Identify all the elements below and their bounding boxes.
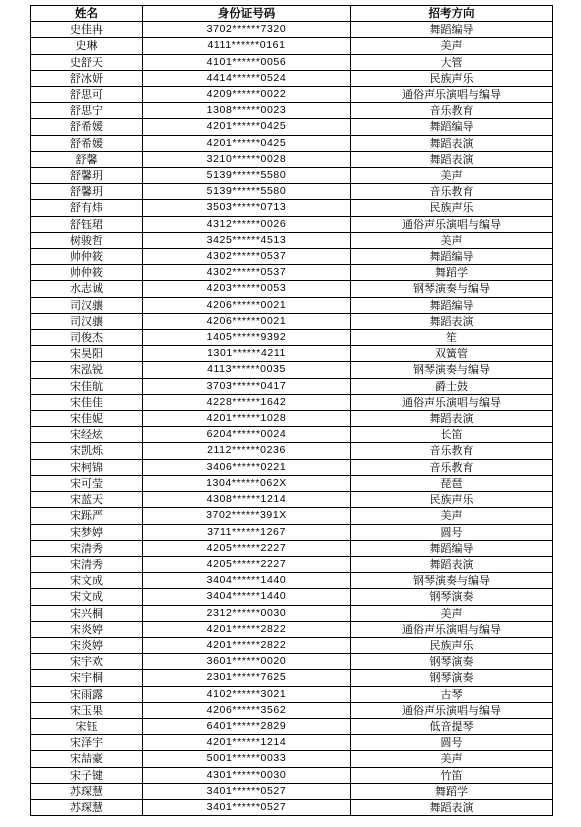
direction-cell: 民族声乐 xyxy=(351,492,553,508)
table-row xyxy=(31,605,553,621)
id-number-cell: 4205******2227 xyxy=(143,556,351,572)
name-cell: 宋佳航 xyxy=(31,378,143,394)
direction-cell: 舞蹈编导 xyxy=(351,22,553,38)
name-cell: 苏琛慧 xyxy=(31,799,143,815)
name-cell: 舒思宁 xyxy=(31,103,143,119)
id-number-cell: 4302******0537 xyxy=(143,249,351,265)
table-row xyxy=(31,297,553,313)
id-number-cell: 5139******5580 xyxy=(143,168,351,184)
direction-cell: 舞蹈表演 xyxy=(351,799,553,815)
direction-cell: 低音提琴 xyxy=(351,718,553,734)
name-cell: 宋喆豪 xyxy=(31,751,143,767)
id-number-cell: 3601******0020 xyxy=(143,654,351,670)
id-number-cell: 4102******3021 xyxy=(143,686,351,702)
table-row xyxy=(31,330,553,346)
name-cell: 司俊杰 xyxy=(31,330,143,346)
table-row xyxy=(31,686,553,702)
name-cell: 宋清秀 xyxy=(31,556,143,572)
direction-cell: 古琴 xyxy=(351,686,553,702)
direction-cell: 音乐教育 xyxy=(351,443,553,459)
name-cell: 宋凯烁 xyxy=(31,443,143,459)
id-number-cell: 5139******5580 xyxy=(143,184,351,200)
direction-cell: 圆号 xyxy=(351,735,553,751)
name-cell: 宋可莹 xyxy=(31,475,143,491)
direction-cell: 钢琴演奏 xyxy=(351,670,553,686)
name-cell: 宋跞严 xyxy=(31,508,143,524)
table-row xyxy=(31,394,553,410)
name-cell: 宋佳佳 xyxy=(31,394,143,410)
table-row xyxy=(31,459,553,475)
table-row xyxy=(31,265,553,281)
table-row xyxy=(31,427,553,443)
direction-cell: 钢琴演奏 xyxy=(351,589,553,605)
table-row xyxy=(31,718,553,734)
id-number-cell: 4301******0030 xyxy=(143,767,351,783)
admission-roster-table xyxy=(30,5,553,816)
id-number-cell: 5001******0033 xyxy=(143,751,351,767)
table-row xyxy=(31,573,553,589)
table-row xyxy=(31,492,553,508)
id-number-cell: 3404******1440 xyxy=(143,573,351,589)
table-row xyxy=(31,346,553,362)
table-row xyxy=(31,135,553,151)
name-cell: 宋经炫 xyxy=(31,427,143,443)
id-number-cell: 1405******9392 xyxy=(143,330,351,346)
id-number-cell: 1304******062X xyxy=(143,475,351,491)
name-cell: 宋柯锦 xyxy=(31,459,143,475)
name-cell: 宋泽宇 xyxy=(31,735,143,751)
name-cell: 舒冰妍 xyxy=(31,70,143,86)
name-cell: 舒希媛 xyxy=(31,119,143,135)
direction-cell: 钢琴演奏与编导 xyxy=(351,573,553,589)
direction-cell: 通俗声乐演唱与编导 xyxy=(351,394,553,410)
direction-cell: 钢琴演奏 xyxy=(351,654,553,670)
name-cell: 舒有炜 xyxy=(31,200,143,216)
direction-cell: 双簧管 xyxy=(351,346,553,362)
id-number-cell: 3702******391X xyxy=(143,508,351,524)
id-number-cell: 4414******0524 xyxy=(143,70,351,86)
direction-cell: 舞蹈学 xyxy=(351,265,553,281)
id-number-cell: 3425******4513 xyxy=(143,232,351,248)
roster-sheet xyxy=(30,5,553,816)
direction-cell: 民族声乐 xyxy=(351,70,553,86)
id-number-cell: 6401******2829 xyxy=(143,718,351,734)
name-cell: 司汉骧 xyxy=(31,313,143,329)
table-row xyxy=(31,281,553,297)
id-number-cell: 2312******0030 xyxy=(143,605,351,621)
id-number-cell: 4206******0021 xyxy=(143,297,351,313)
table-row xyxy=(31,799,553,815)
direction-cell: 通俗声乐演唱与编导 xyxy=(351,621,553,637)
direction-cell: 美声 xyxy=(351,751,553,767)
id-number-cell: 2301******7625 xyxy=(143,670,351,686)
direction-cell: 美声 xyxy=(351,508,553,524)
table-row xyxy=(31,540,553,556)
table-row xyxy=(31,524,553,540)
id-number-cell: 3711******1267 xyxy=(143,524,351,540)
direction-cell: 琵琶 xyxy=(351,475,553,491)
id-number-cell: 4228******1642 xyxy=(143,394,351,410)
direction-cell: 舞蹈表演 xyxy=(351,556,553,572)
table-row xyxy=(31,70,553,86)
table-row xyxy=(31,556,553,572)
table-row xyxy=(31,378,553,394)
table-row xyxy=(31,119,553,135)
name-cell: 宋泓锐 xyxy=(31,362,143,378)
table-row xyxy=(31,22,553,38)
name-cell: 宋宇欢 xyxy=(31,654,143,670)
name-cell: 宋文成 xyxy=(31,573,143,589)
id-number-cell: 4101******0056 xyxy=(143,54,351,70)
table-row xyxy=(31,168,553,184)
id-number-cell: 4302******0537 xyxy=(143,265,351,281)
direction-cell: 圆号 xyxy=(351,524,553,540)
direction-cell: 通俗声乐演唱与编导 xyxy=(351,87,553,103)
id-number-cell: 4308******1214 xyxy=(143,492,351,508)
id-number-cell: 4205******2227 xyxy=(143,540,351,556)
name-cell: 宋宇桐 xyxy=(31,670,143,686)
id-number-cell: 3703******0417 xyxy=(143,378,351,394)
id-number-cell: 1301******4211 xyxy=(143,346,351,362)
table-row xyxy=(31,654,553,670)
direction-cell: 舞蹈编导 xyxy=(351,540,553,556)
name-cell: 宋文成 xyxy=(31,589,143,605)
name-cell: 司汉骧 xyxy=(31,297,143,313)
name-cell: 舒馨玥 xyxy=(31,184,143,200)
table-row xyxy=(31,621,553,637)
table-row xyxy=(31,54,553,70)
direction-cell: 大管 xyxy=(351,54,553,70)
table-row xyxy=(31,589,553,605)
name-cell: 宋梦婷 xyxy=(31,524,143,540)
direction-cell: 民族声乐 xyxy=(351,200,553,216)
name-cell: 舒思可 xyxy=(31,87,143,103)
table-row xyxy=(31,475,553,491)
direction-cell: 钢琴演奏与编导 xyxy=(351,362,553,378)
table-row xyxy=(31,87,553,103)
id-number-cell: 3401******0527 xyxy=(143,799,351,815)
table-row xyxy=(31,362,553,378)
table-header xyxy=(31,6,553,22)
id-number-cell: 3401******0527 xyxy=(143,783,351,799)
direction-cell: 舞蹈表演 xyxy=(351,411,553,427)
table-row xyxy=(31,508,553,524)
direction-cell: 通俗声乐演唱与编导 xyxy=(351,702,553,718)
id-number-cell: 4113******0035 xyxy=(143,362,351,378)
name-cell: 宋佳妮 xyxy=(31,411,143,427)
header-name: 姓名 xyxy=(31,6,143,22)
name-cell: 宋玉果 xyxy=(31,702,143,718)
direction-cell: 美声 xyxy=(351,605,553,621)
direction-cell: 长笛 xyxy=(351,427,553,443)
id-number-cell: 3210******0028 xyxy=(143,151,351,167)
id-number-cell: 4111******0161 xyxy=(143,38,351,54)
table-row xyxy=(31,783,553,799)
direction-cell: 竹笛 xyxy=(351,767,553,783)
name-cell: 舒钰珺 xyxy=(31,216,143,232)
name-cell: 舒馨 xyxy=(31,151,143,167)
id-number-cell: 3406******0221 xyxy=(143,459,351,475)
name-cell: 水志诚 xyxy=(31,281,143,297)
table-row xyxy=(31,702,553,718)
table-row xyxy=(31,249,553,265)
id-number-cell: 4209******0022 xyxy=(143,87,351,103)
id-number-cell: 4201******0425 xyxy=(143,135,351,151)
name-cell: 舒希媛 xyxy=(31,135,143,151)
table-row xyxy=(31,151,553,167)
id-number-cell: 3503******0713 xyxy=(143,200,351,216)
direction-cell: 舞蹈表演 xyxy=(351,135,553,151)
name-cell: 树骏哲 xyxy=(31,232,143,248)
table-row xyxy=(31,411,553,427)
id-number-cell: 4201******1214 xyxy=(143,735,351,751)
id-number-cell: 4203******0053 xyxy=(143,281,351,297)
name-cell: 宋兴桐 xyxy=(31,605,143,621)
id-number-cell: 3702******7320 xyxy=(143,22,351,38)
table-row xyxy=(31,637,553,653)
id-number-cell: 1308******0023 xyxy=(143,103,351,119)
name-cell: 帅仲筱 xyxy=(31,249,143,265)
name-cell: 宋昊阳 xyxy=(31,346,143,362)
direction-cell: 美声 xyxy=(351,38,553,54)
table-row xyxy=(31,670,553,686)
id-number-cell: 4201******2822 xyxy=(143,621,351,637)
direction-cell: 爵士鼓 xyxy=(351,378,553,394)
id-number-cell: 4312******0026 xyxy=(143,216,351,232)
table-row xyxy=(31,767,553,783)
id-number-cell: 3404******1440 xyxy=(143,589,351,605)
direction-cell: 美声 xyxy=(351,168,553,184)
direction-cell: 笙 xyxy=(351,330,553,346)
direction-cell: 舞蹈编导 xyxy=(351,297,553,313)
table-body xyxy=(31,22,553,816)
direction-cell: 通俗声乐演唱与编导 xyxy=(351,216,553,232)
id-number-cell: 4201******1028 xyxy=(143,411,351,427)
id-number-cell: 4206******3562 xyxy=(143,702,351,718)
name-cell: 舒馨玥 xyxy=(31,168,143,184)
table-row xyxy=(31,313,553,329)
header-row xyxy=(31,6,553,22)
table-row xyxy=(31,443,553,459)
direction-cell: 美声 xyxy=(351,232,553,248)
id-number-cell: 4206******0021 xyxy=(143,313,351,329)
name-cell: 史琳 xyxy=(31,38,143,54)
table-row xyxy=(31,735,553,751)
name-cell: 宋雨露 xyxy=(31,686,143,702)
name-cell: 宋蓝天 xyxy=(31,492,143,508)
direction-cell: 音乐教育 xyxy=(351,103,553,119)
table-row xyxy=(31,103,553,119)
direction-cell: 音乐教育 xyxy=(351,184,553,200)
name-cell: 史舒天 xyxy=(31,54,143,70)
name-cell: 史佳冉 xyxy=(31,22,143,38)
table-row xyxy=(31,200,553,216)
direction-cell: 舞蹈编导 xyxy=(351,119,553,135)
table-row xyxy=(31,38,553,54)
id-number-cell: 6204******0024 xyxy=(143,427,351,443)
header-direction: 招考方向 xyxy=(351,6,553,22)
table-row xyxy=(31,232,553,248)
name-cell: 宋炎婷 xyxy=(31,637,143,653)
header-id-number: 身份证号码 xyxy=(143,6,351,22)
table-row xyxy=(31,184,553,200)
id-number-cell: 4201******0425 xyxy=(143,119,351,135)
name-cell: 宋炎婷 xyxy=(31,621,143,637)
table-row xyxy=(31,216,553,232)
direction-cell: 钢琴演奏与编导 xyxy=(351,281,553,297)
name-cell: 宋钰 xyxy=(31,718,143,734)
direction-cell: 舞蹈表演 xyxy=(351,313,553,329)
name-cell: 苏琛慧 xyxy=(31,783,143,799)
direction-cell: 舞蹈学 xyxy=(351,783,553,799)
direction-cell: 民族声乐 xyxy=(351,637,553,653)
name-cell: 宋子键 xyxy=(31,767,143,783)
direction-cell: 舞蹈表演 xyxy=(351,151,553,167)
id-number-cell: 2112******0236 xyxy=(143,443,351,459)
name-cell: 宋清秀 xyxy=(31,540,143,556)
name-cell: 帅仲筱 xyxy=(31,265,143,281)
direction-cell: 音乐教育 xyxy=(351,459,553,475)
table-row xyxy=(31,751,553,767)
direction-cell: 舞蹈编导 xyxy=(351,249,553,265)
id-number-cell: 4201******2822 xyxy=(143,637,351,653)
